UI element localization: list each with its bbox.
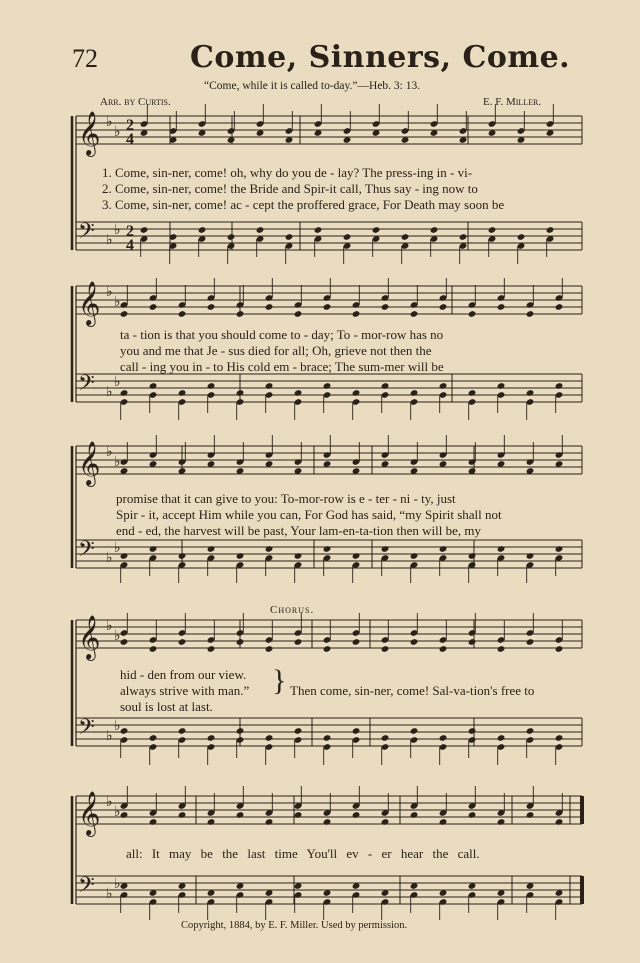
note-head	[439, 818, 448, 826]
note-head	[401, 233, 410, 241]
key-flat: ♭	[114, 877, 121, 892]
note-head	[207, 303, 216, 311]
note-head	[149, 734, 158, 742]
note-head	[207, 818, 216, 826]
note-head	[555, 303, 564, 311]
lyric-s1-v2: 2. Come, sin-ner, come! the Bride and Spir-it call, Thus say - ing now to	[102, 181, 478, 196]
note-head	[207, 545, 216, 553]
note-head	[497, 303, 506, 311]
note-head	[236, 389, 245, 397]
note-head	[410, 310, 419, 318]
note-head	[207, 382, 216, 390]
note-head	[323, 545, 332, 553]
treble-clef: 𝄞	[78, 281, 101, 325]
treble-clef: 𝄞	[78, 791, 101, 835]
note-head	[381, 303, 390, 311]
note-head	[265, 545, 274, 553]
note-head	[178, 811, 187, 819]
note-head	[120, 811, 129, 819]
key-flat: ♭	[114, 295, 121, 310]
note-head	[439, 382, 448, 390]
note-head	[294, 811, 303, 819]
note-head	[468, 552, 477, 560]
note-head	[497, 818, 506, 826]
note-head	[207, 734, 216, 742]
key-flat: ♭	[106, 285, 113, 300]
key-flat: ♭	[114, 629, 121, 644]
treble-clef: 𝄞	[78, 111, 101, 155]
note-head	[294, 638, 303, 646]
key-flat: ♭	[114, 805, 121, 820]
note-head	[430, 226, 439, 234]
note-head	[372, 226, 381, 234]
note-head	[178, 310, 187, 318]
note-head	[555, 734, 564, 742]
note-head	[285, 233, 294, 241]
bass-clef: 𝄢	[78, 219, 95, 249]
note-head	[352, 389, 361, 397]
note-head	[294, 310, 303, 318]
lyric-s4-chorus: Then come, sin-ner, come! Sal-va-tion's free to	[290, 683, 535, 698]
time-sig-top: 2	[126, 223, 134, 240]
note-head	[236, 638, 245, 646]
note-head	[468, 727, 477, 735]
time-sig-bottom: 4	[126, 237, 134, 254]
note-head	[439, 303, 448, 311]
note-head	[256, 226, 265, 234]
note-head	[178, 638, 187, 646]
note-head	[323, 818, 332, 826]
key-flat: ♭	[106, 887, 113, 902]
note-head	[352, 811, 361, 819]
note-head	[149, 545, 158, 553]
arranger-credit: Arr. by Curtis.	[100, 96, 171, 108]
note-head	[526, 389, 535, 397]
key-flat: ♭	[114, 223, 121, 238]
key-flat: ♭	[106, 385, 113, 400]
key-flat: ♭	[106, 233, 113, 248]
lyric-s2-v3: call - ing you in - to His cold em - brace; The sum-mer will be	[120, 359, 444, 374]
key-flat: ♭	[106, 729, 113, 744]
lyric-s3-v3: end - ed, the harvest will be past, Your lam-en-ta-tion then will be, my	[116, 523, 482, 538]
note-head	[120, 552, 129, 560]
note-head	[526, 310, 535, 318]
note-head	[265, 382, 274, 390]
note-head	[352, 310, 361, 318]
note-head	[468, 389, 477, 397]
key-flat: ♭	[106, 619, 113, 634]
hymn-title: Come, Sinners, Come.	[190, 40, 571, 75]
note-head	[439, 545, 448, 553]
note-head	[352, 552, 361, 560]
note-head	[381, 382, 390, 390]
composer-credit: E. F. Miller.	[483, 96, 542, 108]
note-head	[265, 734, 274, 742]
note-head	[381, 818, 390, 826]
note-head	[265, 645, 274, 653]
key-flat: ♭	[106, 795, 113, 810]
note-head	[236, 310, 245, 318]
key-flat: ♭	[106, 115, 113, 130]
note-head	[120, 310, 129, 318]
note-head	[546, 226, 555, 234]
note-head	[323, 645, 332, 653]
note-head	[497, 734, 506, 742]
lyric-s4-v3: soul is lost at last.	[120, 699, 213, 714]
note-head	[149, 818, 158, 826]
note-head	[140, 226, 149, 234]
note-head	[352, 727, 361, 735]
note-head	[198, 226, 207, 234]
note-head	[526, 727, 535, 735]
lyric-s2-v1: ta - tion is that you should come to - day; To - mor-row has no	[120, 327, 444, 342]
note-head	[555, 818, 564, 826]
note-head	[488, 226, 497, 234]
note-head	[236, 811, 245, 819]
scripture-epigraph: “Come, while it is called to-day.”—Heb. 3: 13.	[204, 80, 421, 92]
note-head	[439, 734, 448, 742]
note-head	[178, 727, 187, 735]
note-head	[410, 811, 419, 819]
key-flat: ♭	[114, 125, 121, 140]
key-flat: ♭	[114, 375, 121, 390]
lyric-s4-v1: hid - den from our view.	[120, 667, 247, 682]
page-number: 72	[72, 44, 98, 73]
note-head	[236, 552, 245, 560]
note-head	[120, 727, 129, 735]
note-head	[381, 645, 390, 653]
note-head	[468, 811, 477, 819]
note-head	[410, 727, 419, 735]
note-head	[410, 389, 419, 397]
lyric-s5-chorus: all: It may be the last time You'll ev - er hear the call.	[126, 846, 480, 861]
note-head	[381, 734, 390, 742]
note-head	[526, 638, 535, 646]
lyric-s1-v1: 1. Come, sin-ner, come! oh, why do you de - lay? The press-ing in - vi-	[102, 165, 473, 180]
note-head	[120, 638, 129, 646]
note-head	[381, 545, 390, 553]
time-sig-bottom: 4	[126, 131, 134, 148]
note-head	[439, 645, 448, 653]
note-head	[555, 645, 564, 653]
note-head	[149, 382, 158, 390]
note-head	[497, 382, 506, 390]
bass-clef: 𝄢	[78, 537, 95, 567]
note-head	[555, 382, 564, 390]
lyric-s3-v2: Spir - it, accept Him while you can, For God has said, “my Spirit shall not	[116, 507, 502, 522]
note-head	[459, 233, 468, 241]
time-sig-top: 2	[126, 117, 134, 134]
bass-clef: 𝄢	[78, 715, 95, 745]
key-flat: ♭	[106, 551, 113, 566]
note-head	[149, 645, 158, 653]
chorus-label: Chorus.	[270, 604, 315, 616]
lyric-s1-v3: 3. Come, sin-ner, come! ac - cept the proffered grace, For Death may soon be	[102, 197, 505, 212]
note-head	[314, 226, 323, 234]
copyright-notice: Copyright, 1884, by E. F. Miller. Used by permission.	[181, 920, 408, 931]
note-head	[468, 638, 477, 646]
key-flat: ♭	[106, 445, 113, 460]
bass-clef: 𝄢	[78, 873, 95, 903]
note-head	[265, 818, 274, 826]
note-head	[236, 727, 245, 735]
note-head	[207, 645, 216, 653]
lyric-s3-v1: promise that it can give to you: To-mor-row is e - ter - ni - ty, just	[116, 491, 456, 506]
note-head	[410, 638, 419, 646]
note-head	[410, 552, 419, 560]
treble-clef: 𝄞	[78, 441, 101, 485]
lyric-s2-v2: you and me that Je - sus died for all; Oh, grieve not then the	[120, 343, 432, 358]
key-flat: ♭	[114, 455, 121, 470]
note-head	[555, 545, 564, 553]
key-flat: ♭	[114, 719, 121, 734]
note-head	[149, 303, 158, 311]
note-head	[294, 389, 303, 397]
note-head	[352, 638, 361, 646]
note-head	[294, 727, 303, 735]
note-head	[323, 303, 332, 311]
note-head	[178, 389, 187, 397]
note-head	[323, 382, 332, 390]
note-head	[323, 734, 332, 742]
note-head	[343, 233, 352, 241]
note-head	[517, 233, 526, 241]
note-head	[526, 811, 535, 819]
note-head	[120, 389, 129, 397]
note-head	[294, 552, 303, 560]
note-head	[497, 645, 506, 653]
note-head	[468, 310, 477, 318]
note-head	[265, 303, 274, 311]
note-head	[227, 233, 236, 241]
treble-clef: 𝄞	[78, 615, 101, 659]
lyric-s4-v2: always strive with man.”	[120, 683, 250, 698]
verse-brace: }	[272, 664, 287, 697]
key-flat: ♭	[114, 541, 121, 556]
bass-clef: 𝄢	[78, 371, 95, 401]
note-head	[526, 552, 535, 560]
note-head	[178, 552, 187, 560]
note-head	[497, 545, 506, 553]
